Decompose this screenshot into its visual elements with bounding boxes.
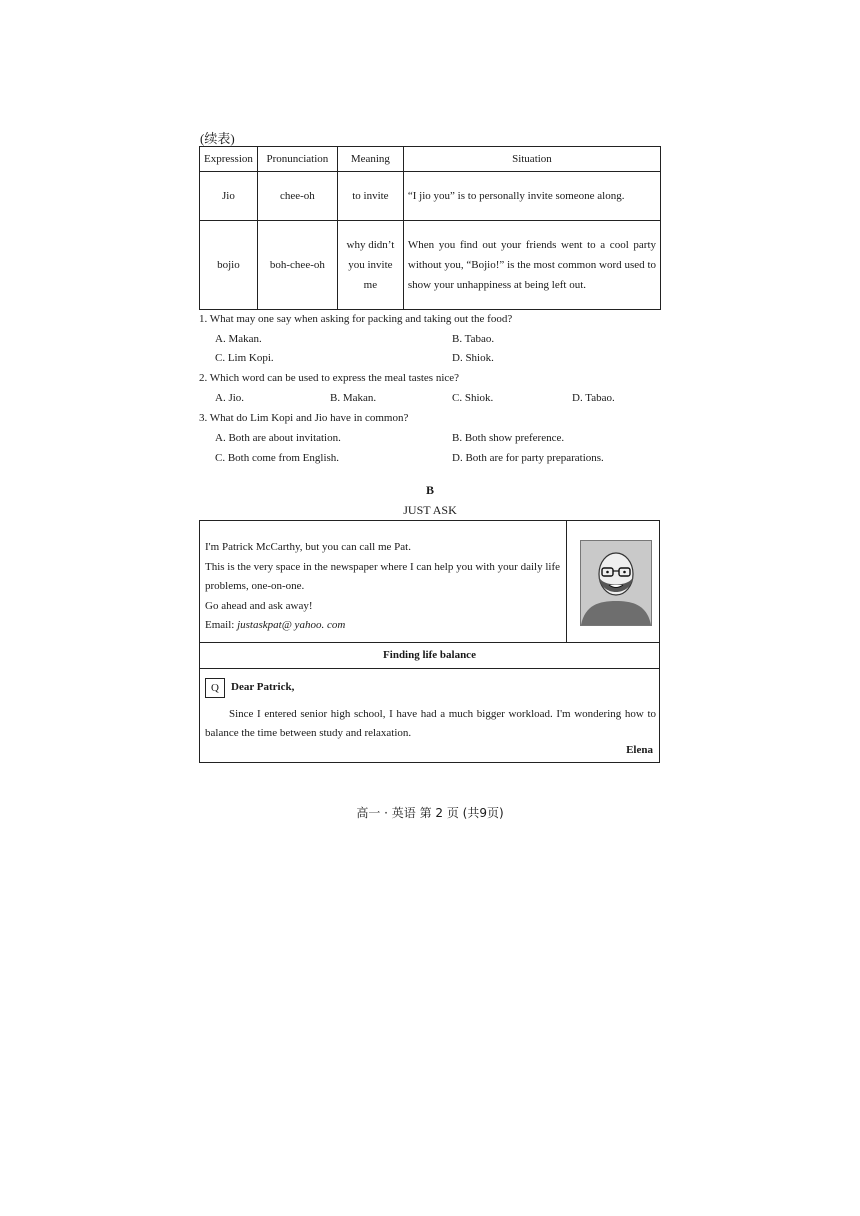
question-1-option-d[interactable]: D. Shiok. <box>452 352 494 364</box>
table-row <box>200 221 661 310</box>
intro-line: I'm Patrick McCarthy, but you can call me Pat. <box>205 541 411 553</box>
section-letter: B <box>425 483 434 497</box>
question-2-stem: 2. Which word can be used to express the meal tastes nice? <box>199 372 460 384</box>
intro-line: This is the very space in the newspaper where I can help you with your daily life problems, one-on-one. <box>205 560 560 592</box>
question-1-option-b[interactable]: B. Tabao. <box>452 333 495 345</box>
page-footer: 高一 · 英语 第 2 页 (共9页) <box>356 806 504 820</box>
cell-situation: “I jio you” is to personally invite someone along. <box>403 172 660 221</box>
header-meaning: Meaning <box>337 147 403 172</box>
cell-situation: When you find out your friends went to a cool party without you, “Bojio!” is the most common word used to show your unhappiness at being left out. <box>403 221 660 310</box>
question-3-stem: 3. What do Lim Kopi and Jio have in common? <box>199 412 409 424</box>
section-title: JUST ASK <box>403 503 457 517</box>
question-2-option-d[interactable]: D. Tabao. <box>572 392 615 404</box>
header-expression: Expression <box>200 147 258 172</box>
divider <box>200 642 659 643</box>
vocab-table <box>199 146 661 310</box>
question-1-stem: 1. What may one say when asking for packing and taking out the food? <box>199 313 513 325</box>
cell-meaning: to invite <box>337 172 403 221</box>
cell-expression: bojio <box>200 221 258 310</box>
header-pronunciation: Pronunciation <box>257 147 337 172</box>
letter-greeting: Dear Patrick, <box>231 681 295 693</box>
letter-body: Since I entered senior high school, I have had a much bigger workload. I'm wondering how to balance the time between study and relaxation. <box>205 708 656 739</box>
question-3-option-d[interactable]: D. Both are for party preparations. <box>452 452 604 464</box>
question-2-option-c[interactable]: C. Shiok. <box>452 392 494 404</box>
question-2-option-a[interactable]: A. Jio. <box>215 392 245 404</box>
cell-expression: Jio <box>200 172 258 221</box>
email-line <box>205 616 560 636</box>
table-row <box>200 172 661 221</box>
header-situation: Situation <box>403 147 660 172</box>
question-marker: Q <box>205 678 225 698</box>
question-1-option-a[interactable]: A. Makan. <box>215 333 262 345</box>
divider <box>200 668 659 669</box>
question-1-option-c[interactable]: C. Lim Kopi. <box>215 352 274 364</box>
question-3-option-a[interactable]: A. Both are about invitation. <box>215 432 341 444</box>
question-3-option-c[interactable]: C. Both come from English. <box>215 452 340 464</box>
email-label: Email: <box>205 619 238 631</box>
column-heading: Finding life balance <box>383 649 476 661</box>
cell-pronunciation: boh-chee-oh <box>257 221 337 310</box>
continued-label: (续表) <box>200 131 235 146</box>
question-3-option-b[interactable]: B. Both show preference. <box>452 432 565 444</box>
advice-column-box <box>199 520 660 763</box>
letter-signature: Elena <box>626 744 653 756</box>
columnist-portrait-icon <box>581 541 651 625</box>
question-2-option-b[interactable]: B. Makan. <box>330 392 377 404</box>
table-header-row <box>200 147 661 172</box>
column-intro <box>200 521 567 642</box>
columnist-photo <box>580 540 652 626</box>
intro-line: Go ahead and ask away! <box>205 599 313 612</box>
email-address[interactable]: justaskpat@ yahoo. com <box>237 619 346 631</box>
cell-meaning: why didn’t you invite me <box>337 221 403 310</box>
cell-pronunciation: chee-oh <box>257 172 337 221</box>
